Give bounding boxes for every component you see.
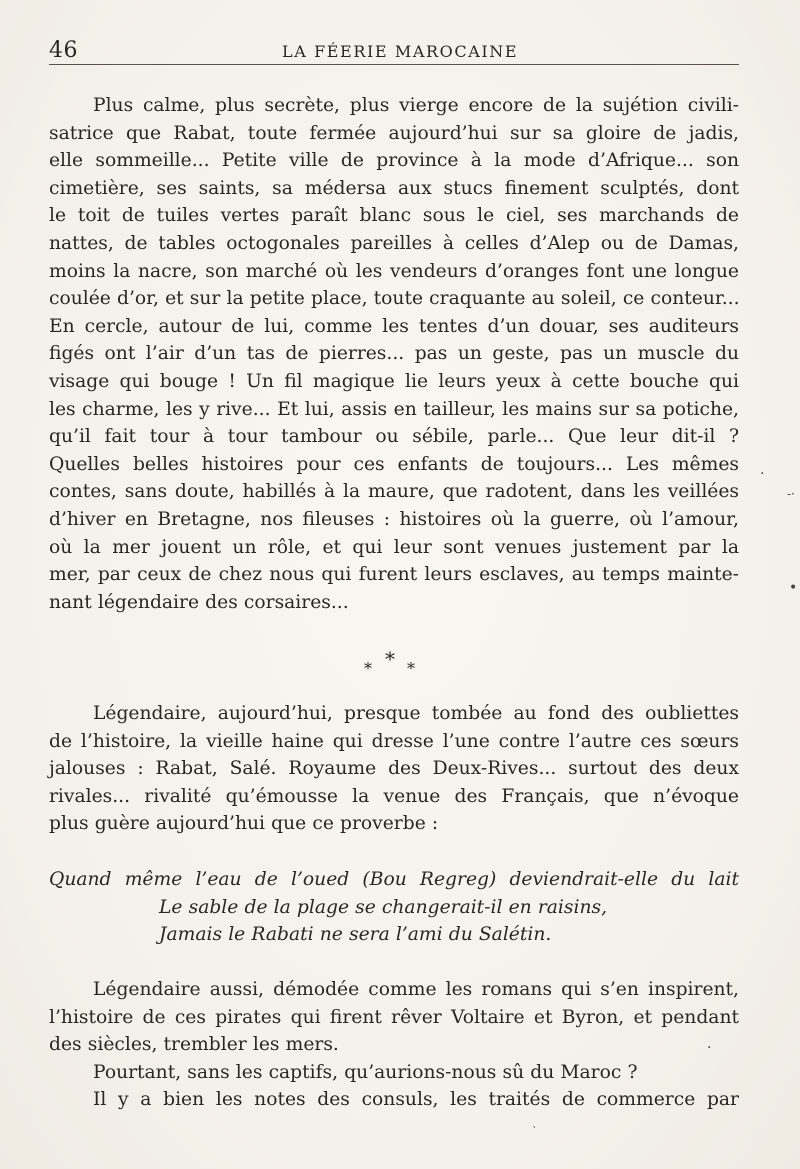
text-line: Pourtant, sans les captifs, qu’aurions-nous sû du Maroc ? — [93, 1061, 638, 1083]
text-line: rivales... rivalité qu’émousse la venue des Français, que n’évoque — [49, 785, 739, 807]
text-line: figés ont l’air d’un tas de pierres... pas un geste, pas un muscle du — [49, 343, 739, 365]
text-line: satrice que Rabat, toute fermée aujourd’hui sur sa gloire de jadis, — [49, 122, 739, 144]
text-line: moins la nacre, son marché où les vendeurs d’oranges font une longue — [49, 260, 739, 282]
asterisk-left: * — [364, 659, 372, 678]
text-line: jalouses : Rabat, Salé. Royaume des Deux-Rives... surtout des deux — [49, 758, 739, 780]
text-line: Quelles belles histoires pour ces enfants de toujours... Les mêmes — [49, 453, 739, 475]
paragraph-2 — [49, 700, 739, 838]
text-line: plus guère aujourd’hui que ce proverbe : — [49, 813, 439, 835]
text-line: En cercle, autour de lui, comme les tentes d’un douar, ses auditeurs — [49, 315, 739, 337]
speck-mark: · — [707, 1040, 712, 1056]
text-line: Plus calme, plus secrète, plus vierge encore de la sujétion civili- — [93, 95, 739, 116]
text-line: les charme, les y rive... Et lui, assis en tailleur, les mains sur sa potiche, — [49, 398, 739, 420]
text-line: des siècles, trembler les mers. — [49, 1034, 339, 1056]
speck-mark: ` — [532, 1125, 538, 1138]
page-header — [49, 36, 739, 66]
verse-line: Quand même l’eau de l’oued (Bou Regreg) deviendrait-elle du lait — [49, 869, 739, 890]
text-line: le toit de tuiles vertes paraît blanc sous le ciel, ses marchands de — [49, 205, 739, 227]
text-line: l’histoire de ces pirates qui firent rêver Voltaire et Byron, et pendant — [49, 1006, 739, 1028]
text-line: nattes, de tables octogonales pareilles à celles d’Alep ou de Damas, — [49, 232, 739, 254]
verse-line: Jamais le Rabati ne sera l’ami du Salétin. — [159, 924, 552, 946]
text-line: Il y a bien les notes des consuls, les traités de commerce par — [93, 1089, 739, 1111]
text-line: mer, par ceux de chez nous qui furent leurs esclaves, au temps mainte- — [49, 564, 739, 586]
paragraph-1 — [49, 92, 739, 616]
text-line: cimetière, ses saints, sa médersa aux stucs finement sculptés, dont — [49, 177, 739, 199]
text-line: coulée d’or, et sur la petite place, toute craquante au soleil, ce conteur... — [49, 288, 740, 310]
text-line: de l’histoire, la vieille haine qui dresse l’une contre l’autre ces sœurs — [49, 730, 739, 752]
header-rule — [49, 64, 739, 65]
text-line: contes, sans doute, habillés à la maure, que radotent, dans les veillées — [49, 481, 739, 503]
section-separator — [355, 645, 445, 685]
paragraph-3 — [49, 976, 739, 1114]
text-line: qu’il fait tour à tour tambour ou sébile, parle... Que leur dit-il ? — [49, 426, 739, 448]
text-line: visage qui bouge ! Un fil magique lie leurs yeux à cette bouche qui — [49, 370, 739, 392]
verse-line: Le sable de la plage se changerait-il en raisins, — [159, 896, 608, 918]
proverb-verse — [49, 866, 739, 949]
asterisk-top: * — [385, 647, 395, 671]
text-line: nant légendaire des corsaires... — [49, 591, 349, 613]
text-line: où la mer jouent un rôle, et qui leur sont venues justement par la — [49, 536, 739, 558]
text-line: Légendaire aussi, démodée comme les romans qui s’en inspirent, — [93, 979, 739, 1000]
text-line: d’hiver en Bretagne, nos fileuses : histoires où la guerre, où l’amour, — [49, 508, 739, 530]
asterisk-right: * — [407, 659, 415, 678]
speck-mark: . — [760, 462, 765, 478]
speck-mark: -· — [787, 487, 795, 501]
text-line: elle sommeille... Petite ville de province à la mode d’Afrique... son — [49, 150, 739, 172]
page-number: 46 — [49, 38, 78, 63]
running-head: LA FÉERIE MAROCAINE — [282, 42, 519, 61]
speck-mark: • — [789, 580, 798, 596]
text-line: Légendaire, aujourd’hui, presque tombée au fond des oubliettes — [93, 703, 739, 724]
